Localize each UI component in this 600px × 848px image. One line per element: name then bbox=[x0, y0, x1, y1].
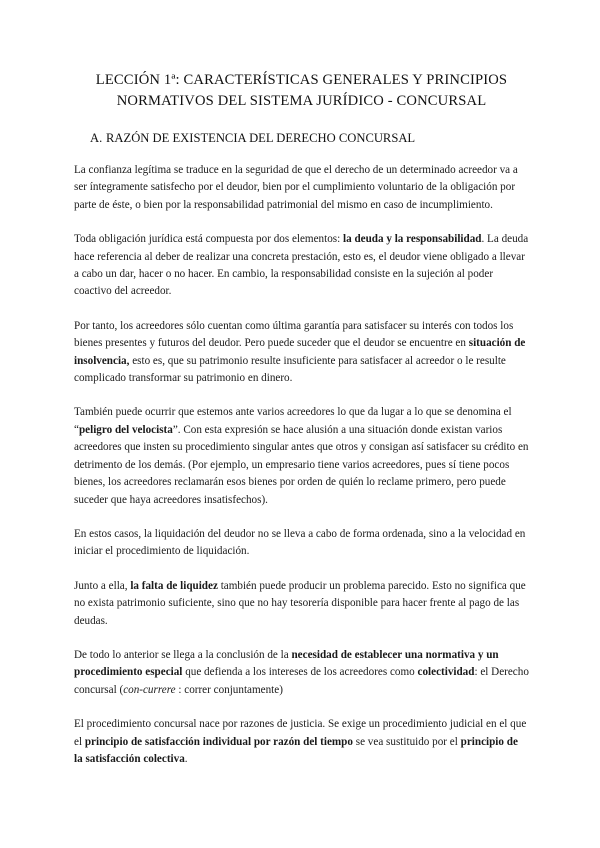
paragraph-8-text-c: se vea sustituido por el bbox=[352, 735, 461, 748]
paragraph-8-emphasis-2: principio de la satisfacción colectiva bbox=[74, 735, 518, 765]
paragraph-3-text-c: esto es, que su patrimonio resulte insuficiente para satisfacer al acreedor o le resulte complicado transformar su patrimonio en dinero. bbox=[74, 354, 506, 385]
paragraph-7-text-a: De todo lo anterior se llega a la conclusión de la bbox=[74, 648, 292, 661]
paragraph-4-text-c: ”. Con esta expresión se hace alusión a una situación donde existan varios acreedores que insten su procedimiento singular antes que otros y consigan así satisfacer su crédito en detrimento de los demás. (Por ejemplo, un empresario tiene varios acreedores, pues sí tiene pocos bienes, los acreedores reclamarán esos bienes por orden de quién lo reclame primero, pero puede suceder que haya acreedores insatisfechos). bbox=[74, 423, 529, 506]
section-heading bbox=[74, 130, 529, 146]
paragraph-5: En estos casos, la liquidación del deudor no se lleva a cabo de forma ordenada, sino a la velocidad en iniciar el procedimiento de liquidación. bbox=[74, 527, 526, 558]
paragraph-6-text-a: Junto a ella, bbox=[74, 579, 131, 592]
paragraph-2-text-c: . La deuda hace referencia al deber de realizar una concreta prestación, esto es, el deudor viene obligado a llevar a cabo un dar, hacer o no hacer. En cambio, la responsabilidad consiste en la sujeción al poder coactivo del acreedor. bbox=[74, 233, 529, 298]
paragraph-2-emphasis: la deuda y la responsabilidad bbox=[343, 233, 482, 246]
paragraph-7-text-g: : correr conjuntamente) bbox=[175, 683, 283, 696]
document-page bbox=[74, 70, 529, 768]
paragraph-7-emphasis-1: necesidad de establecer una normativa y un procedimiento especial bbox=[74, 648, 499, 679]
paragraph-3 bbox=[74, 318, 529, 388]
paragraph-7 bbox=[74, 647, 529, 699]
paragraph-7-text-e: : el Derecho concursal ( bbox=[74, 666, 529, 696]
paragraph-4-emphasis: peligro del velocista bbox=[78, 423, 173, 436]
paragraph-8-text-a: El procedimiento concursal nace por razones de justicia. Se exige un procedimiento judicial en el que el bbox=[74, 718, 527, 748]
paragraph-8-text-e: . bbox=[184, 752, 188, 765]
page-title: LECCIÓN 1ª: CARACTERÍSTICAS GENERALES Y PRINCIPIOS NORMATIVOS DEL SISTEMA JURÍDICO - CONCURSAL bbox=[95, 72, 508, 109]
paragraph-7-emphasis-2: colectividad bbox=[417, 666, 475, 679]
paragraph-3-emphasis: situación de insolvencia, bbox=[74, 337, 526, 367]
paragraph-8 bbox=[74, 716, 529, 768]
paragraph-2-text-a: Toda obligación jurídica está compuesta por dos elementos: bbox=[74, 233, 343, 246]
paragraph-6-text-c: también puede producir un problema parecido. Esto no significa que no exista patrimonio suficiente, sino que no hay tesorería disponible para hacer frente al pago de las deudas. bbox=[74, 579, 526, 627]
paragraph-6-emphasis: la falta de liquidez bbox=[130, 579, 218, 592]
paragraph-4 bbox=[74, 404, 529, 508]
paragraph-6 bbox=[74, 578, 529, 630]
paragraph-1: La confianza legítima se traduce en la seguridad de que el derecho de un determinado acreedor va a ser íntegramente satisfecho por el deudor, bien por el cumplimiento voluntario de la obligación por parte de éste, o bien por la responsabilidad patrimonial del mismo en caso de incumplimiento. bbox=[74, 164, 518, 211]
section-heading-text: RAZÓN DE EXISTENCIA DEL DERECHO CONCURSAL bbox=[106, 131, 416, 145]
paragraph-8-emphasis-1: principio de satisfacción individual por razón del tiempo bbox=[84, 735, 353, 748]
paragraph-4-text-a: También puede ocurrir que estemos ante varios acreedores lo que da lugar a lo que se denomina el “ bbox=[74, 406, 512, 436]
paragraph-3-text-a: Por tanto, los acreedores sólo cuentan como última garantía para satisfacer su interés con todos los bienes presentes y futuros del deudor. Pero puede suceder que el deudor se encuentre en bbox=[74, 319, 514, 350]
paragraph-7-text-c: que defienda a los intereses de los acreedores como bbox=[182, 666, 418, 679]
section-number: A. bbox=[90, 131, 103, 145]
paragraph-7-latin-term: con-currere bbox=[123, 683, 176, 696]
paragraph-2 bbox=[74, 231, 529, 301]
